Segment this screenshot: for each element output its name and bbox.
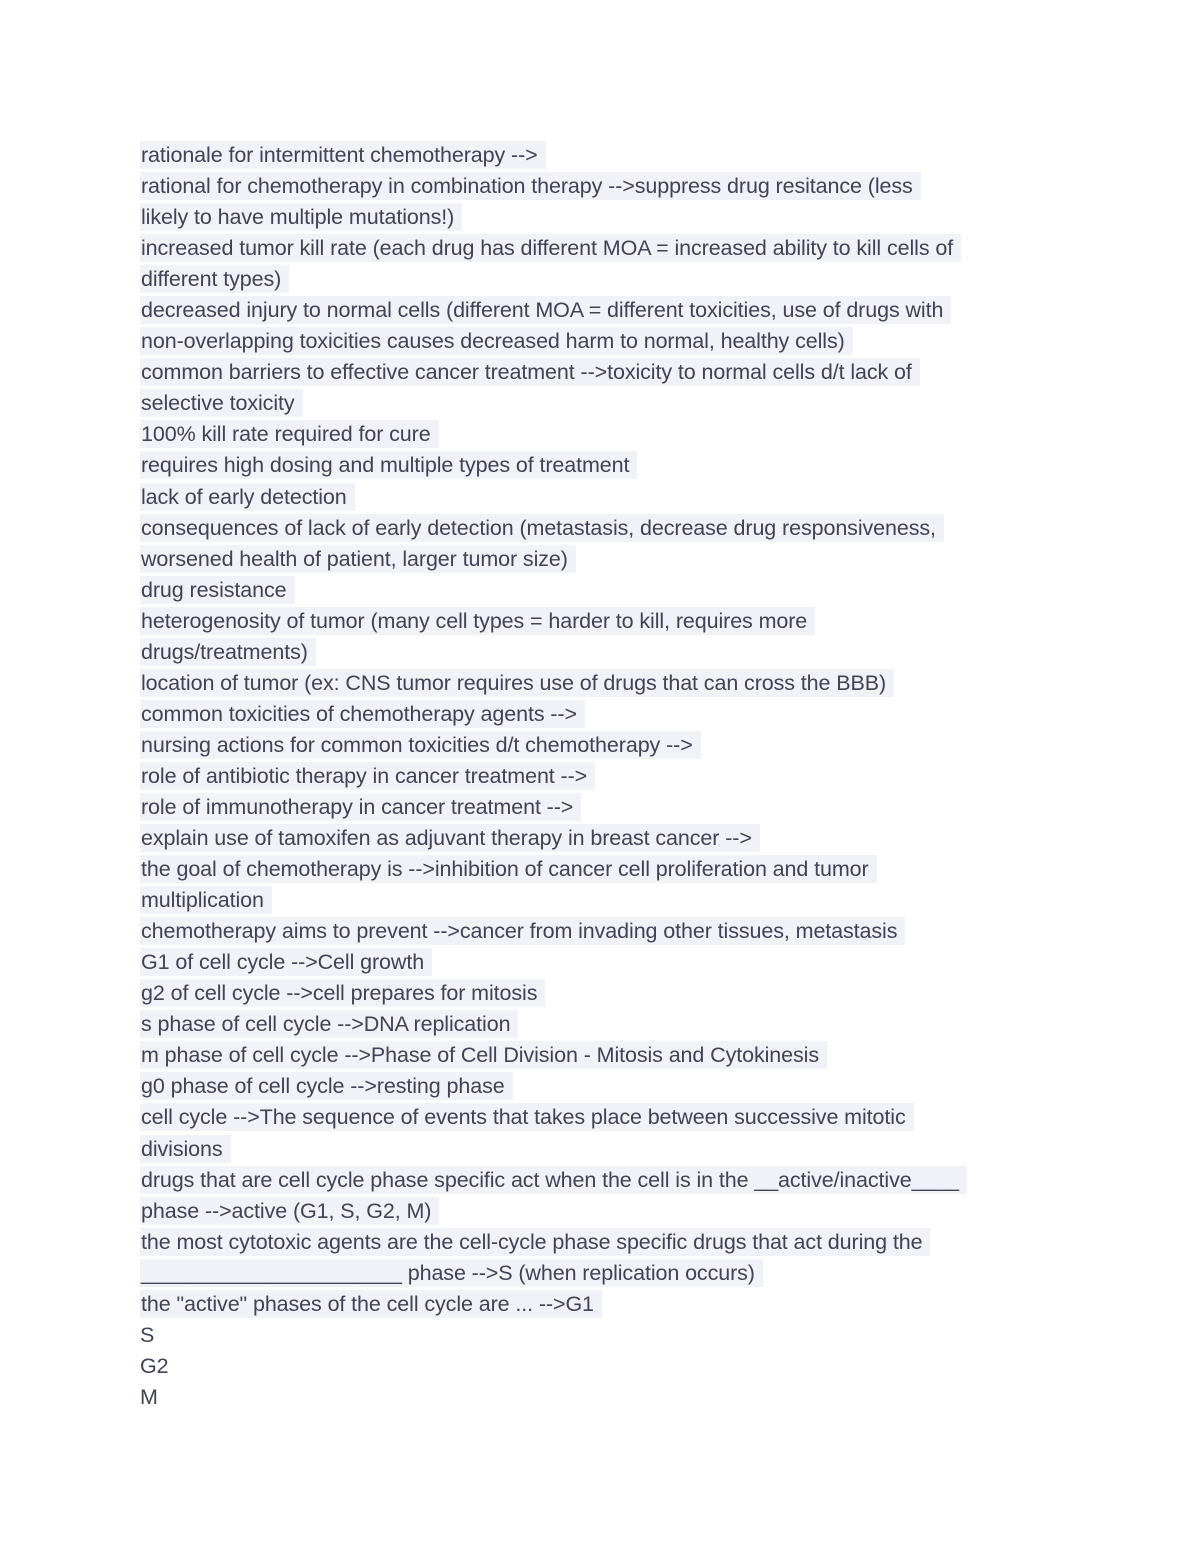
note-line: the most cytotoxic agents are the cell-cycle phase specific drugs that act during the [140,1227,1060,1258]
note-line: common toxicities of chemotherapy agents --> [140,699,1060,730]
note-line: divisions [140,1134,1060,1165]
note-line: selective toxicity [140,388,1060,419]
note-line: explain use of tamoxifen as adjuvant therapy in breast cancer --> [140,823,1060,854]
note-line: ______________________ phase -->S (when replication occurs) [140,1258,1060,1289]
note-line: drugs/treatments) [140,637,1060,668]
note-line: g2 of cell cycle -->cell prepares for mitosis [140,978,1060,1009]
note-line: decreased injury to normal cells (different MOA = different toxicities, use of drugs with [140,295,1060,326]
note-line: the "active" phases of the cell cycle are ... -->G1 [140,1289,1060,1320]
note-line: m phase of cell cycle -->Phase of Cell Division - Mitosis and Cytokinesis [140,1040,1060,1071]
note-line: location of tumor (ex: CNS tumor requires use of drugs that can cross the BBB) [140,668,1060,699]
note-line: requires high dosing and multiple types of treatment [140,450,1060,481]
note-line: g0 phase of cell cycle -->resting phase [140,1071,1060,1102]
note-line: role of antibiotic therapy in cancer treatment --> [140,761,1060,792]
note-line: M [140,1384,158,1409]
study-notes [140,140,1060,1413]
note-line: consequences of lack of early detection (metastasis, decrease drug responsiveness, [140,513,1060,544]
note-line: phase -->active (G1, S, G2, M) [140,1196,1060,1227]
note-line: multiplication [140,885,1060,916]
note-line: S [140,1322,155,1347]
note-line: G2 [140,1353,169,1378]
note-line: likely to have multiple mutations!) [140,202,1060,233]
note-line: worsened health of patient, larger tumor size) [140,544,1060,575]
note-line: rationale for intermittent chemotherapy --> [140,140,1060,171]
note-line: chemotherapy aims to prevent -->cancer from invading other tissues, metastasis [140,916,1060,947]
note-line: the goal of chemotherapy is -->inhibition of cancer cell proliferation and tumor [140,854,1060,885]
note-line: different types) [140,264,1060,295]
note-line: rational for chemotherapy in combination therapy -->suppress drug resitance (less [140,171,1060,202]
note-line: drug resistance [140,575,1060,606]
note-line: role of immunotherapy in cancer treatment --> [140,792,1060,823]
note-line: s phase of cell cycle -->DNA replication [140,1009,1060,1040]
note-line: lack of early detection [140,482,1060,513]
note-line: common barriers to effective cancer treatment -->toxicity to normal cells d/t lack of [140,357,1060,388]
note-line: cell cycle -->The sequence of events that takes place between successive mitotic [140,1102,1060,1133]
note-line: nursing actions for common toxicities d/t chemotherapy --> [140,730,1060,761]
note-line: heterogenosity of tumor (many cell types = harder to kill, requires more [140,606,1060,637]
note-line: drugs that are cell cycle phase specific act when the cell is in the __active/inactive____ [140,1165,1060,1196]
note-line: increased tumor kill rate (each drug has different MOA = increased ability to kill cells of [140,233,1060,264]
note-line: 100% kill rate required for cure [140,419,1060,450]
note-line: non-overlapping toxicities causes decreased harm to normal, healthy cells) [140,326,1060,357]
note-line: G1 of cell cycle -->Cell growth [140,947,1060,978]
